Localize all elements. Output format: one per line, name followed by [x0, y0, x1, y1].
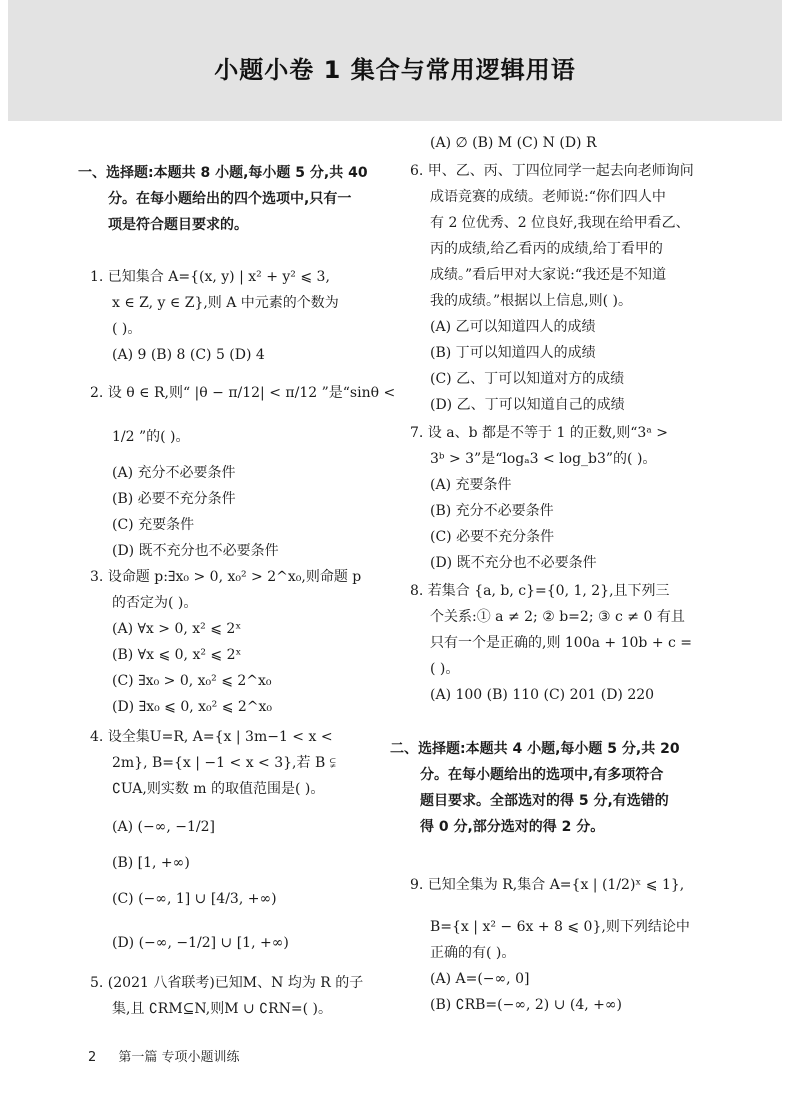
question-line: 3. 设命题 p:∃x₀ > 0, x₀² > 2^x₀,则命题 p	[90, 569, 362, 585]
question-line: (A) 100 (B) 110 (C) 201 (D) 220	[430, 687, 655, 703]
section-heading-line: 二、选择题:本题共 4 小题,每小题 5 分,共 20	[390, 741, 680, 757]
section-heading-line: 题目要求。全部选对的得 5 分,有选错的	[420, 793, 669, 809]
question-line: ( )。	[430, 661, 460, 677]
question-line: (A) 充分不必要条件	[112, 465, 236, 481]
page-number: 2	[88, 1050, 97, 1065]
section-heading-line: 项是符合题目要求的。	[108, 217, 248, 233]
question-line: 成语竞赛的成绩。老师说:“你们四人中	[430, 189, 666, 205]
question-line: (B) ∀x ⩽ 0, x² ⩽ 2ˣ	[112, 647, 242, 663]
question-line: (A) ∀x > 0, x² ⩽ 2ˣ	[112, 621, 242, 637]
question-line: (B) 必要不充分条件	[112, 491, 236, 507]
question-line: (D) 既不充分也不必要条件	[430, 555, 597, 571]
question-line: 5. (2021 八省联考)已知M、N 均为 R 的子	[90, 975, 364, 991]
question-line: 我的成绩。”根据以上信息,则( )。	[430, 293, 632, 309]
question-line: 集,且 ∁RM⊆N,则M ∪ ∁RN=( )。	[112, 1001, 332, 1017]
question-line: 的否定为( )。	[112, 595, 198, 611]
question-line: (A) A=(−∞, 0]	[430, 971, 530, 987]
question-line: (D) (−∞, −1/2] ∪ [1, +∞)	[112, 935, 289, 951]
question-line: (C) 必要不充分条件	[430, 529, 555, 545]
page-title: 小题小卷 1 集合与常用逻辑用语	[214, 56, 576, 84]
footer-section-title: 第一篇 专项小题训练	[118, 1050, 240, 1065]
question-line: (B) ∁RB=(−∞, 2) ∪ (4, +∞)	[430, 997, 623, 1013]
question-line: 3ᵇ > 3”是“logₐ3 < log_b3”的( )。	[430, 451, 657, 467]
question-line: (A) (−∞, −1/2]	[112, 819, 215, 835]
question-line: (C) (−∞, 1] ∪ [4/3, +∞)	[112, 891, 277, 907]
question-line: (B) [1, +∞)	[112, 855, 190, 871]
question-line: 正确的有( )。	[430, 945, 516, 961]
question-line: ∁UA,则实数 m 的取值范围是( )。	[112, 781, 325, 797]
question-line: (B) 充分不必要条件	[430, 503, 554, 519]
question-line: (C) 充要条件	[112, 517, 195, 533]
question-line: (D) ∃x₀ ⩽ 0, x₀² ⩽ 2^x₀	[112, 699, 273, 715]
question-line: 丙的成绩,给乙看丙的成绩,给丁看甲的	[430, 241, 663, 257]
section-heading-line: 分。在每小题给出的四个选项中,只有一	[108, 191, 352, 207]
question-line: (A) 充要条件	[430, 477, 512, 493]
question-line: 7. 设 a、b 都是不等于 1 的正数,则“3ᵃ >	[410, 425, 668, 441]
section-heading-line: 得 0 分,部分选对的得 2 分。	[420, 819, 605, 835]
question-line: (A) 9 (B) 8 (C) 5 (D) 4	[112, 347, 265, 363]
question-line: (A) 乙可以知道四人的成绩	[430, 319, 596, 335]
page-footer	[88, 1046, 258, 1065]
question-line: 只有一个是正确的,则 100a + 10b + c =	[430, 635, 693, 651]
question-line: (D) 既不充分也不必要条件	[112, 543, 279, 559]
question-line: (D) 乙、丁可以知道自己的成绩	[430, 397, 625, 413]
question-line: ( )。	[112, 321, 142, 337]
question-line: 4. 设全集U=R, A={x | 3m−1 < x <	[90, 729, 333, 745]
question-line: (C) ∃x₀ > 0, x₀² ⩽ 2^x₀	[112, 673, 272, 689]
question-line: (B) 丁可以知道四人的成绩	[430, 345, 596, 361]
question-line: 成绩。”看后甲对大家说:“我还是不知道	[430, 267, 667, 283]
question-line: B={x | x² − 6x + 8 ⩽ 0},则下列结论中	[430, 919, 690, 935]
question-line: 1. 已知集合 A={(x, y) | x² + y² ⩽ 3,	[90, 269, 330, 285]
section-heading-line: 分。在每小题给出的选项中,有多项符合	[420, 767, 664, 783]
question-line: 2. 设 θ ∈ R,则“ |θ − π/12| < π/12 ”是“sinθ <	[90, 385, 396, 401]
question-line: (C) 乙、丁可以知道对方的成绩	[430, 371, 625, 387]
question-line: 有 2 位优秀、2 位良好,我现在给甲看乙、	[430, 215, 690, 231]
question-line: 个关系:① a ≠ 2; ② b=2; ③ c ≠ 0 有且	[430, 609, 685, 625]
question-line: 8. 若集合 {a, b, c}={0, 1, 2},且下列三	[410, 583, 670, 599]
question-line: 9. 已知全集为 R,集合 A={x | (1/2)ˣ ⩽ 1},	[410, 877, 685, 893]
question-line: x ∈ Z, y ∈ Z},则 A 中元素的个数为	[112, 295, 339, 311]
question-line: 2m}, B={x | −1 < x < 3},若 B ⫋	[112, 755, 336, 771]
section-heading-line: 一、选择题:本题共 8 小题,每小题 5 分,共 40	[78, 165, 368, 181]
question-line: 6. 甲、乙、丙、丁四位同学一起去向老师询问	[410, 163, 694, 179]
question-line: 1/2 ”的( )。	[112, 429, 190, 445]
question-line: (A) ∅ (B) M (C) N (D) R	[430, 135, 597, 151]
